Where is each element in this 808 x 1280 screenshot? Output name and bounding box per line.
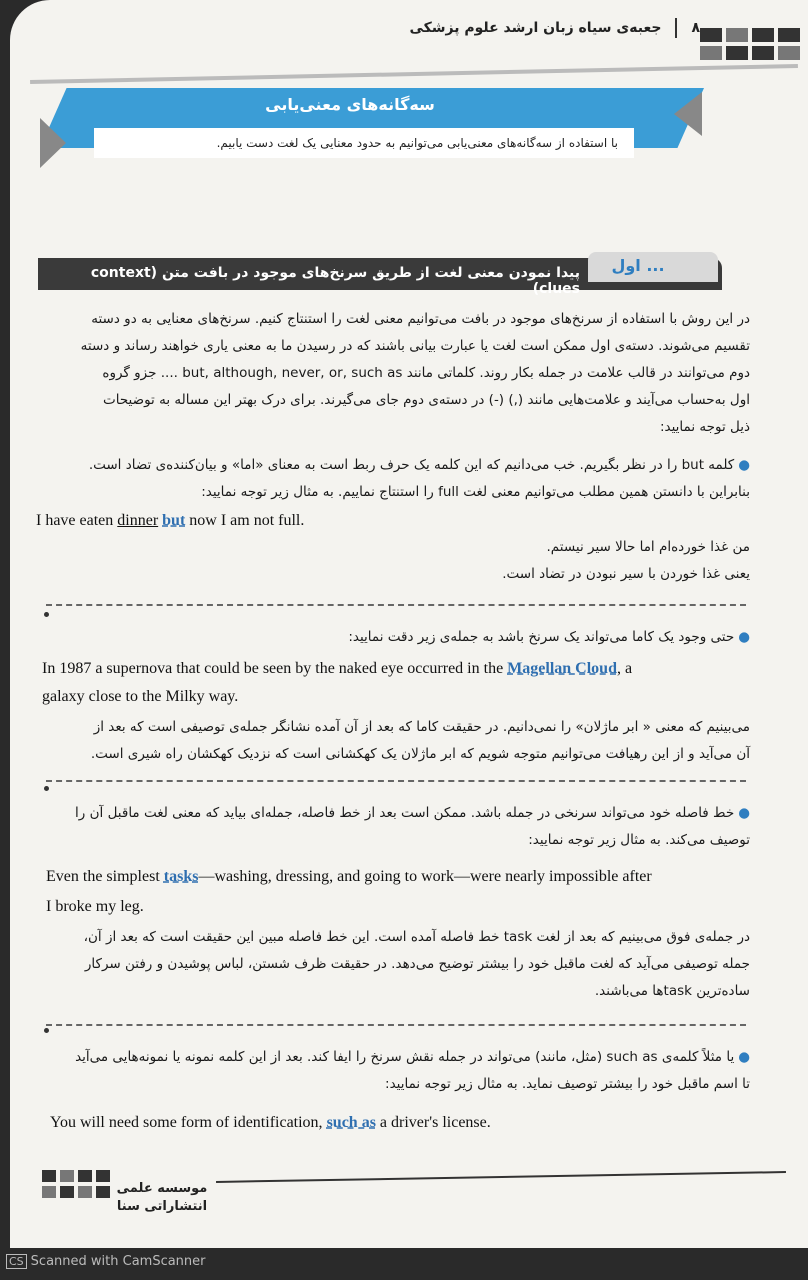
block2-line: ●حتی وجود یک کاما می‌تواند یک سرنخ باشد به جمله‌ی زیر دقت نمایید: [348,629,750,645]
block3-text [34,800,750,854]
translation-line: یعنی غذا خوردن با سیر نبودن در تضاد است. [502,566,750,582]
header-rule [30,64,798,84]
block4-line: ●یا مثلاً کلمه‌ی such as (مثل، مانند) می‌تواند در جمله نقش سرنخ را ایفا کند. بعد از این کلمه نمونه یا نمونه‌هایی می‌آید [75,1049,750,1065]
block3-example: Even the simplest tasks—washing, dressing, and going to work—were nearly impossible after I broke my leg. [46,868,652,915]
clue-word: but [162,512,186,529]
book-title: جعبه‌ی سیاه زبان ارشد علوم پزشکی [409,20,662,36]
block3-line: ساده‌ترین task‌ها می‌باشند. [594,983,750,999]
footer-rule [216,1171,786,1183]
page-number: ۸ [691,20,700,36]
section-divider [46,780,746,782]
footer-ornament [42,1170,110,1198]
block1-text [34,452,750,506]
banner-right-arrow-icon [674,92,702,136]
book-page [10,0,808,1248]
running-header [409,18,700,38]
block1-translation [34,534,750,588]
intro-line: در این روش با استفاده از سرنخ‌های موجود در بافت می‌توانیم معنی لغت را استنتاج کنیم. سرنخ‌های معنایی به دو دسته [91,311,750,327]
publisher-name: موسسه علمی انتشاراتی سنا [116,1181,208,1214]
camscanner-icon: CS [6,1254,27,1269]
banner-title: سه‌گانه‌های معنی‌یابی [265,95,435,114]
block1-line: بنابراین با دانستن همین مطلب می‌توانیم معنی لغت full را استنتاج نماییم. به مثال زیر توجه نمایید: [201,484,750,500]
block4-text [34,1044,750,1098]
banner-subtitle: با استفاده از سه‌گانه‌های معنی‌یابی می‌توانیم به حدود معنایی یک لغت دست یابیم. [94,128,634,158]
bullet-icon: ● [738,629,750,645]
intro-line: تقسیم می‌شوند. دسته‌ی اول ممکن است لغت یا عبارت بیانی باشند که در رسیدن ما به معنی یاری خواهند رساند و دسته [80,338,750,354]
clue-word: Magellan Cloud [507,660,617,677]
block2-explanation [34,714,750,768]
block3-line: در جمله‌ی فوق می‌بینیم که بعد از لغت task خط فاصله آمده است. این خط فاصله مبین این حقیقت است که بعد از آن، [83,929,750,945]
section-divider [46,604,746,606]
divider-dot [44,786,49,791]
underlined-word: dinner [117,512,159,529]
block2-example: In 1987 a supernova that could be seen by the naked eye occurred in the Magellan Cloud, a galaxy close to the Milky way. [42,660,633,705]
section-divider [46,1024,746,1026]
block3-explanation [34,924,750,1005]
block2-line: می‌بینیم که معنی « ابر ماژلان» را نمی‌دانیم. در حقیقت کاما که بعد از آن آمده نشانگر جمله‌ی توصیفی است که بعد از [93,719,750,735]
bullet-icon: ● [738,457,750,473]
section-title: پیدا نمودن معنی لغت از طریق سرنخ‌های موجود در بافت متن (context clues) [90,265,580,297]
block3-line: توصیف می‌کند. به مثال زیر توجه نمایید: [528,832,750,848]
divider-dot [44,1028,49,1033]
scanner-watermark: CS Scanned with CamScanner [6,1254,206,1269]
bullet-icon: ● [738,1049,750,1065]
block4-line: تا اسم ماقبل خود را بیشتر توصیف نماید. به مثال زیر توجه نمایید: [385,1076,750,1092]
block3-line: جمله توصیفی می‌آید که لغت ماقبل خود را بیشتر توضیح می‌دهد. در حقیقت ظرف شستن، لباس پوشیدن و رفتن سرکار [84,956,750,972]
block2-text [34,624,750,651]
block3-line: ●خط فاصله خود می‌تواند سرنخی در جمله باشد. ممکن است بعد از خط فاصله، جمله‌ای بیاید که معنی لغت ماقبل آن را [75,805,750,821]
intro-paragraph [34,306,750,441]
block2-line: آن می‌آید و از این رهیافت می‌توانیم متوجه شویم که ابر ماژلان یک کهکشانی است که نزدیک کهکشان راه شیری است. [90,746,750,762]
block1-line: ●کلمه but را در نظر بگیریم. خب می‌دانیم که این کلمه یک حرف ربط است به معنای «اما» و بیان‌کننده‌ی تضاد است. [88,457,750,473]
divider-dot [44,612,49,617]
intro-line: اول به‌حساب می‌آیند و علامت‌هایی مانند (,) (-) در دسته‌ی دوم جای می‌گیرند. برای درک بهتر این مساله به توضیحات [103,392,750,408]
intro-line: ذیل توجه نمایید: [659,419,750,435]
block4-example: You will need some form of identification, such as a driver's license. [50,1114,491,1131]
clue-word: such as [326,1114,376,1131]
bullet-icon: ● [738,805,750,821]
section-tab-label: اول ... [611,256,665,275]
block1-example: I have eaten dinner but now I am not full. [36,512,305,529]
translation-line: من غذا خورده‌ام اما حالا سیر نیستم. [546,539,750,555]
clue-word: tasks [163,868,199,885]
banner-left-arrow-icon [40,118,66,168]
header-divider [675,18,677,38]
intro-line: دوم می‌توانند در قالب علامت در جمله بکار روند. کلماتی مانند but, although, never, or, such as .... جزو گروه [102,365,750,381]
header-ornament [700,28,800,60]
